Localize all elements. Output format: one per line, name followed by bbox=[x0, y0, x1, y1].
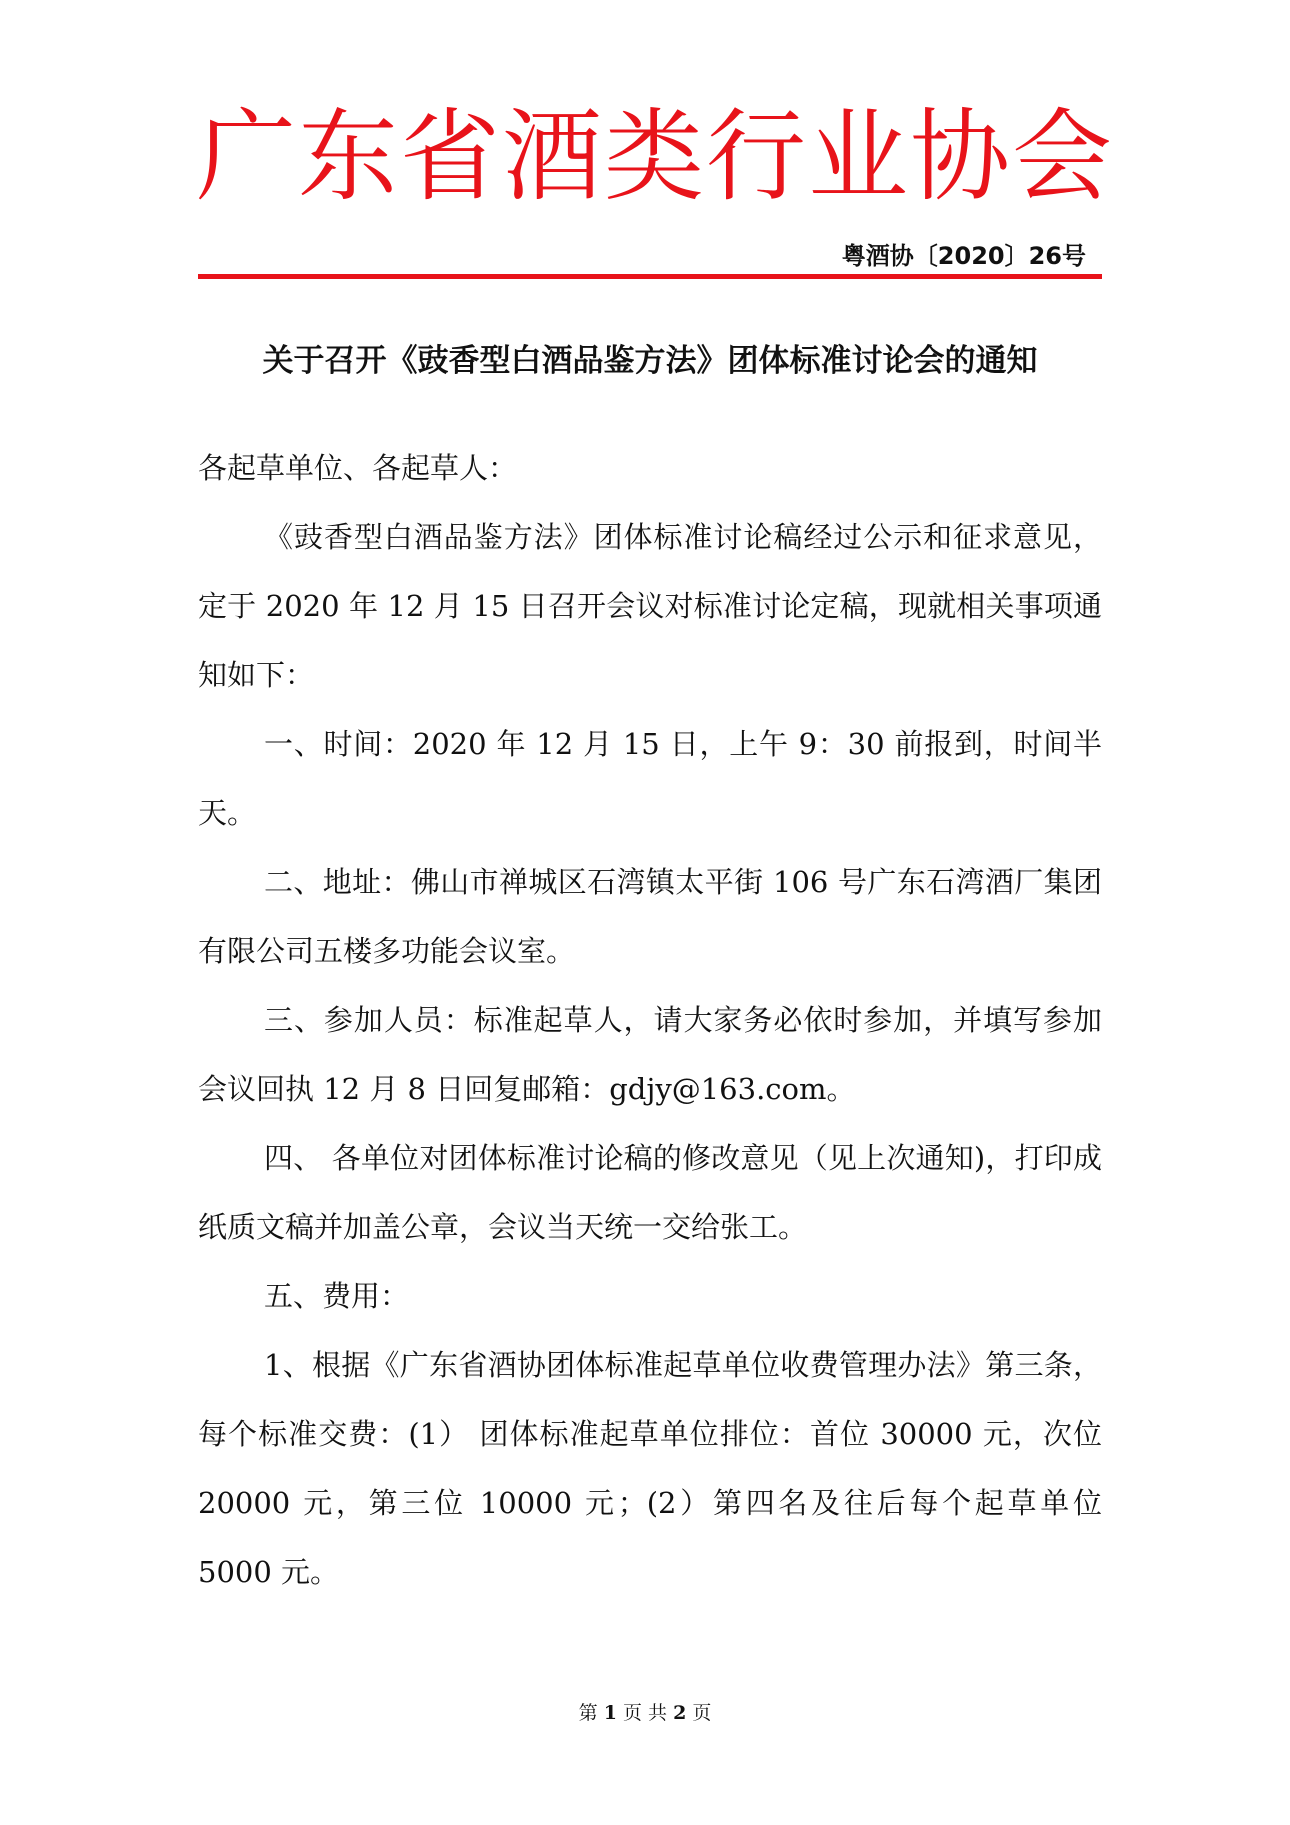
paragraph-intro: 《豉香型白酒品鉴方法》团体标准讨论稿经过公示和征求意见，定于 2020 年 12 月 15 日召开会议对标准讨论定稿，现就相关事项通知如下： bbox=[198, 520, 1102, 692]
salutation: 各起草单位、各起草人： bbox=[198, 451, 518, 485]
paragraph-participants: 三、参加人员：标准起草人，请大家务必依时参加，并填写参加会议回执 12 月 8 日回复邮箱：gdjy@163.com。 bbox=[198, 1003, 1102, 1106]
notice-body bbox=[198, 434, 1102, 1607]
footer-middle: 页 共 bbox=[622, 1702, 668, 1724]
footer-suffix: 页 bbox=[692, 1702, 712, 1724]
paragraph-revisions: 四、 各单位对团体标准讨论稿的修改意见（见上次通知)，打印成纸质文稿并加盖公章，会议当天统一交给张工。 bbox=[198, 1141, 1102, 1244]
paragraph-address: 二、地址：佛山市禅城区石湾镇太平街 106 号广东石湾酒厂集团有限公司五楼多功能会议室。 bbox=[198, 865, 1102, 968]
paragraph-fees-detail: 1、根据《广东省酒协团体标准起草单位收费管理办法》第三条，每个标准交费：(1） 团体标准起草单位排位：首位 30000 元，次位 20000 元，第三位 10000 元；(2）第四名及往后每个起草单位 5000 元。 bbox=[198, 1348, 1102, 1589]
organization-name: 广东省酒类行业协会 bbox=[196, 98, 1114, 215]
paragraph-time: 一、时间：2020 年 12 月 15 日，上午 9：30 前报到，时间半天。 bbox=[198, 727, 1102, 830]
notice-title: 关于召开《豉香型白酒品鉴方法》团体标准讨论会的通知 bbox=[262, 343, 1038, 379]
footer-prefix: 第 bbox=[578, 1702, 598, 1724]
paragraph-fees-heading: 五、费用： bbox=[264, 1279, 410, 1313]
footer-total-pages: 2 bbox=[673, 1702, 687, 1724]
page-footer bbox=[0, 1700, 1290, 1726]
red-header-rule bbox=[198, 274, 1102, 279]
footer-current-page: 1 bbox=[603, 1702, 617, 1724]
document-number: 粤酒协〔2020〕26号 bbox=[841, 242, 1086, 270]
